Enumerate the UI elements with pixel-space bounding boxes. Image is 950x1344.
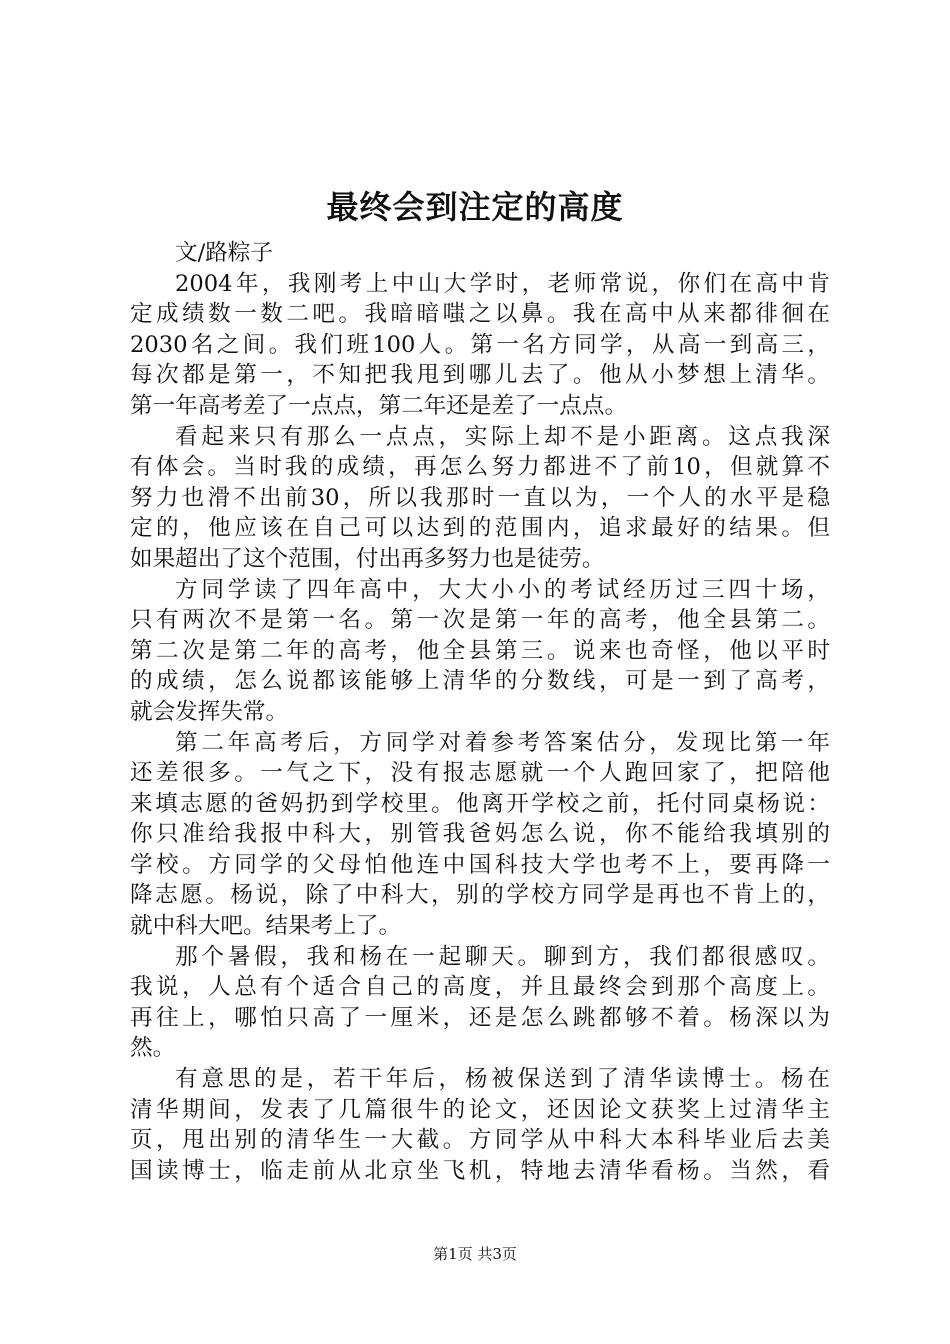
text-line: 2030名之间。我们班100人。第一名方同学，从高一到高三，: [130, 331, 830, 358]
text-line: 定成绩数一数二吧。我暗暗嗤之以鼻。我在高中从来都徘徊在: [130, 301, 830, 328]
text-line: 努力也滑不出前30，所以我那时一直以为，一个人的水平是稳: [130, 484, 830, 511]
text-line: 然。: [130, 1035, 176, 1062]
text-line: 如果超出了这个范围，付出再多努力也是徒劳。: [130, 545, 605, 572]
text-line: 降志愿。杨说，除了中科大，别的学校方同学是再也不肯上的，: [130, 882, 830, 909]
text-line: 看起来只有那么一点点，实际上却不是小距离。这点我深: [175, 423, 830, 450]
text-line: 页，甩出别的清华生一大截。方同学从中科大本科毕业后去美: [130, 1127, 830, 1154]
text-line: 再往上，哪怕只高了一厘米，还是怎么跳都够不着。杨深以为: [130, 1004, 830, 1031]
text-line: 你只准给我报中科大，别管我爸妈怎么说，你不能给我填别的: [130, 821, 830, 848]
text-line: 只有两次不是第一名。第一次是第一年的高考，他全县第二。: [130, 607, 830, 634]
text-line: 第二次是第二年的高考，他全县第三。说来也奇怪，他以平时: [130, 637, 830, 664]
document-title: 最终会到注定的高度: [326, 188, 624, 226]
text-line: 还差很多。一气之下，没有报志愿就一个人跑回家了，把陪他: [130, 760, 830, 787]
text-line: 方同学读了四年高中，大大小小的考试经历过三四十场，: [175, 576, 830, 603]
author-byline: 文/路粽子: [175, 240, 273, 266]
text-line: 就中科大吧。结果考上了。: [130, 913, 402, 940]
text-line: 第二年高考后，方同学对着参考答案估分，发现比第一年: [175, 729, 830, 756]
page-footer: 第1页 共3页: [433, 1245, 517, 1263]
text-line: 的成绩，怎么说都该能够上清华的分数线，可是一到了高考，: [130, 668, 830, 695]
text-line: 国读博士，临走前从北京坐飞机，特地去清华看杨。当然，看: [130, 1157, 830, 1184]
article-body: [130, 238, 830, 1186]
text-line: 我说，人总有个适合自己的高度，并且最终会到那个高度上。: [130, 974, 830, 1001]
text-line: 学校。方同学的父母怕他连中国科技大学也考不上，要再降一: [130, 851, 830, 878]
paragraph-lines: [130, 269, 830, 1187]
text-line: 那个暑假，我和杨在一起聊天。聊到方，我们都很感叹。: [175, 943, 830, 970]
text-line: 定的，他应该在自己可以达到的范围内，追求最好的结果。但: [130, 515, 830, 542]
text-line: 来填志愿的爸妈扔到学校里。他离开学校之前，托付同桌杨说：: [130, 790, 830, 817]
text-line: 有意思的是，若干年后，杨被保送到了清华读博士。杨在: [175, 1066, 830, 1093]
text-line: 有体会。当时我的成绩，再怎么努力都进不了前10，但就算不: [130, 454, 830, 481]
text-line: 清华期间，发表了几篇很牛的论文，还因论文获奖上过清华主: [130, 1096, 830, 1123]
text-line: 每次都是第一，不知把我甩到哪儿去了。他从小梦想上清华。: [130, 362, 830, 389]
text-line: 第一年高考差了一点点，第二年还是差了一点点。: [130, 392, 628, 419]
text-line: 就会发挥失常。: [130, 698, 289, 725]
text-line: 2004年，我刚考上中山大学时，老师常说，你们在高中肯: [175, 270, 830, 297]
